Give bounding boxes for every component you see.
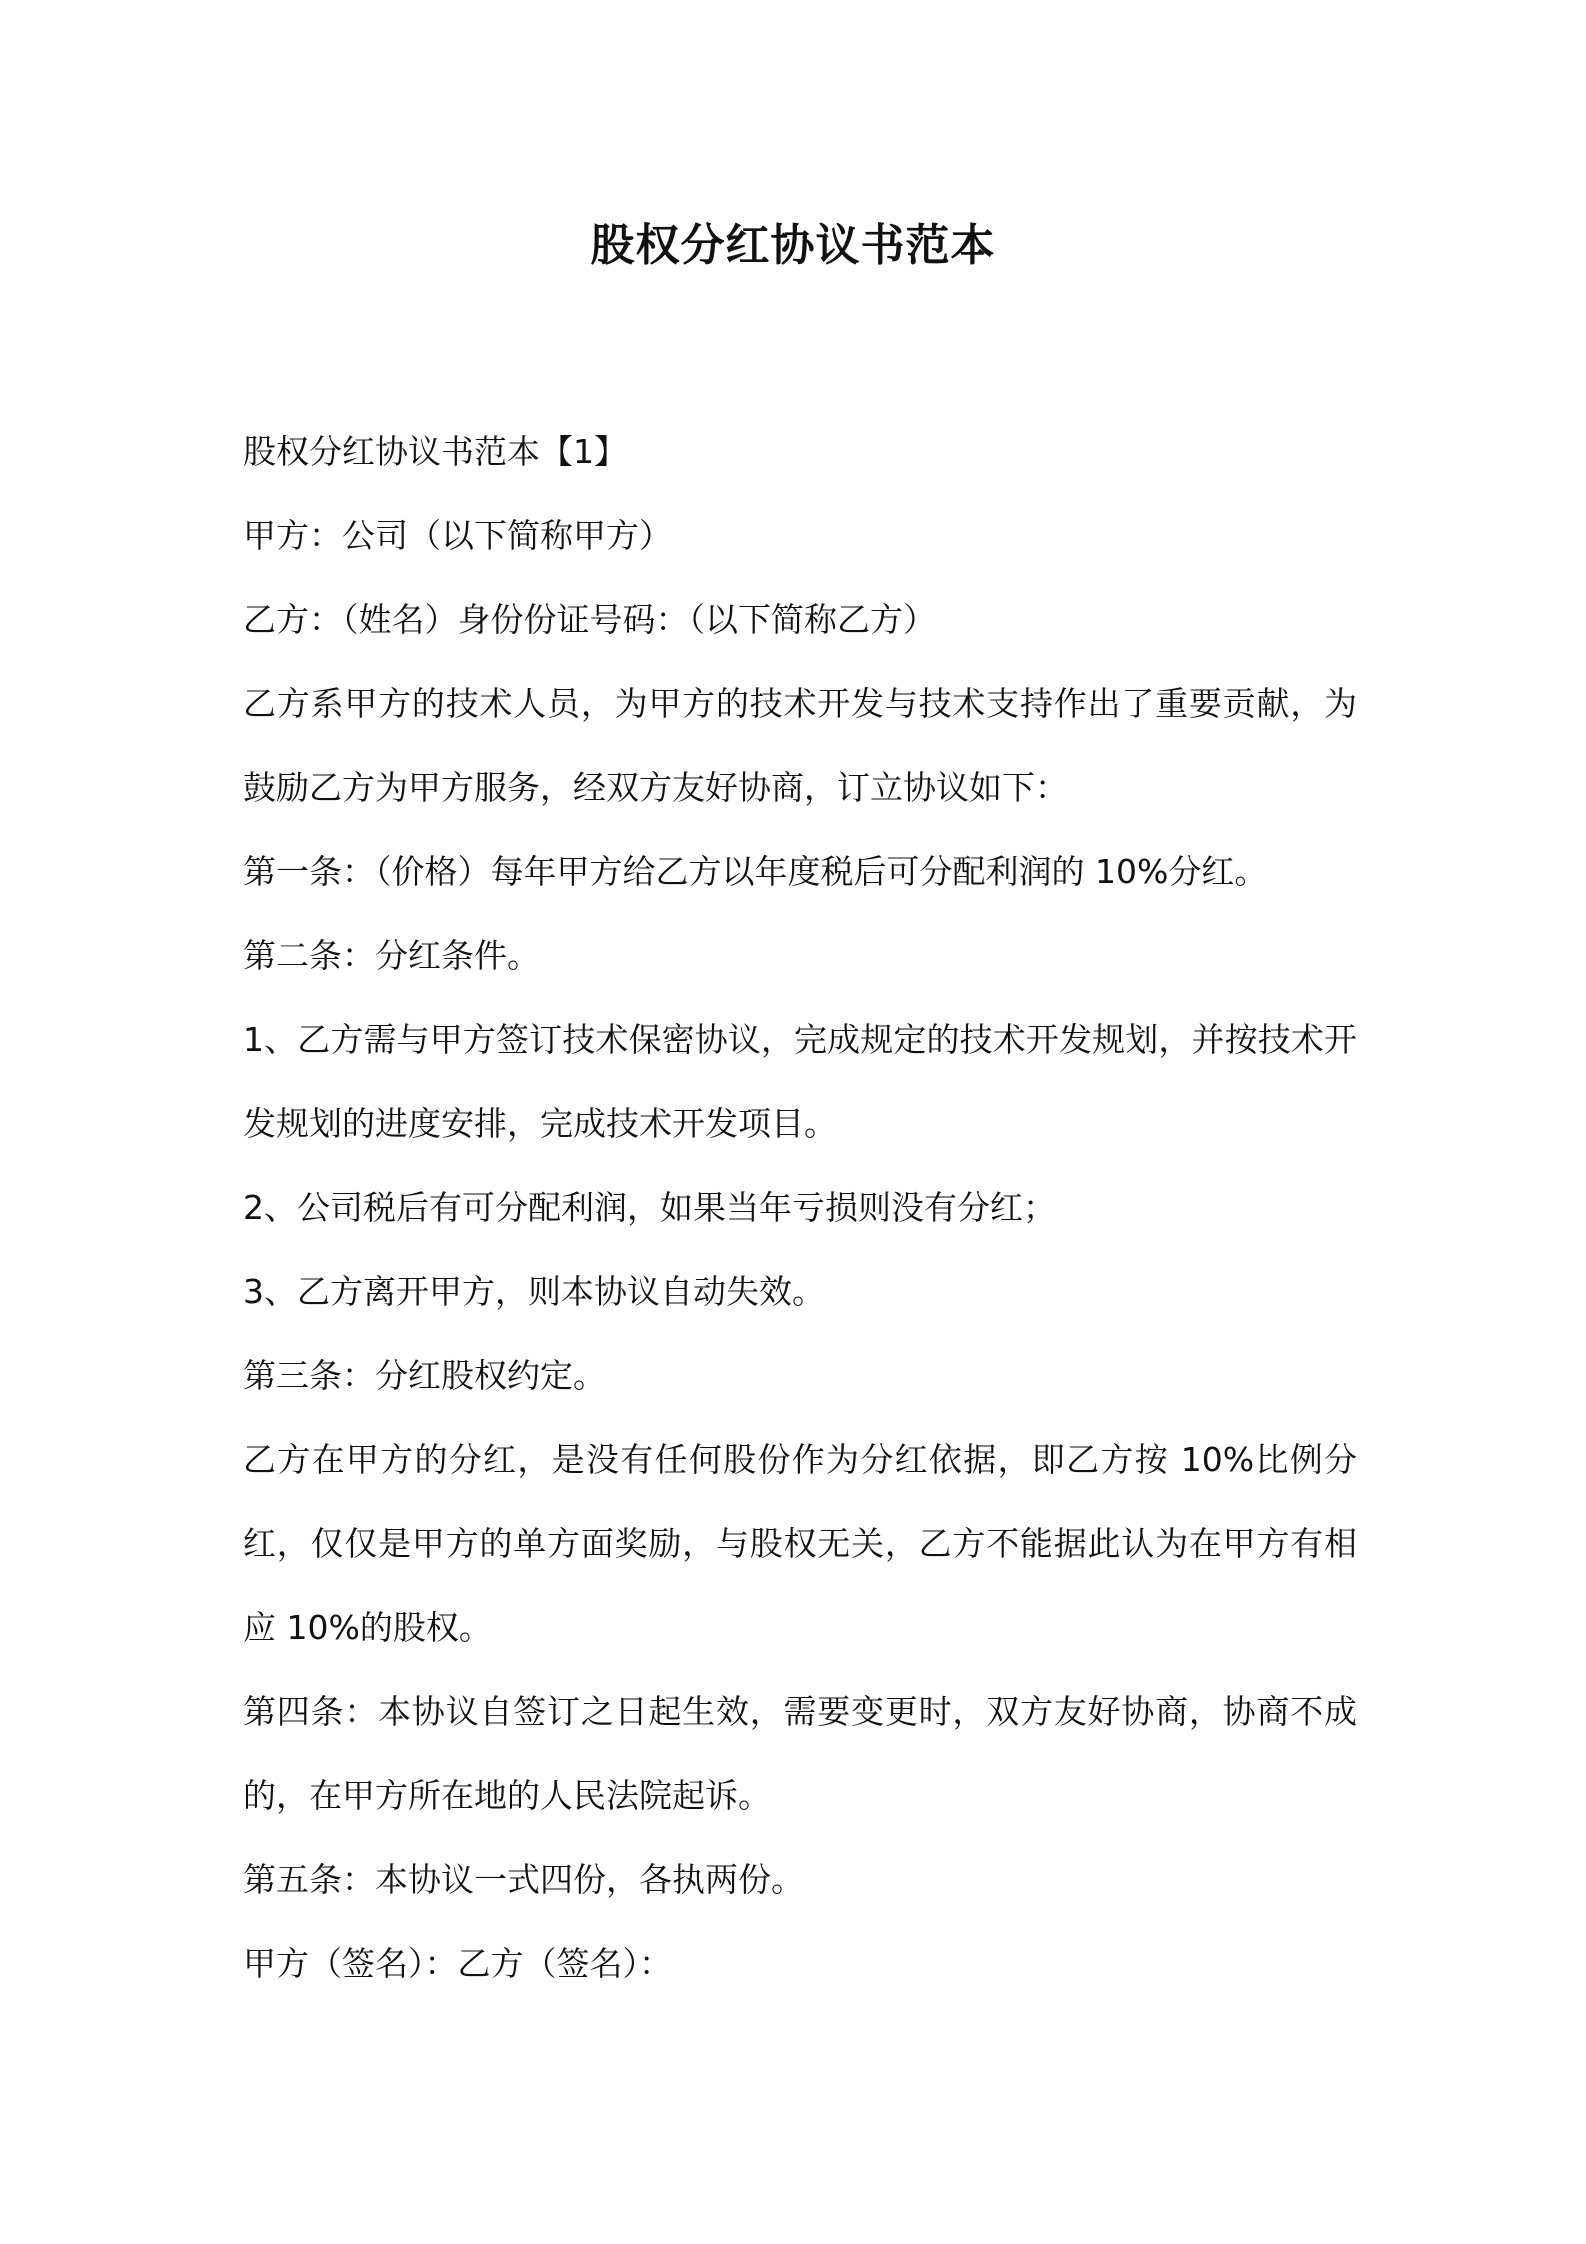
article-2: 第二条：分红条件。 [243, 936, 540, 975]
document-body [243, 410, 1357, 2006]
article-2-item-3: 3、乙方离开甲方，则本协议自动失效。 [243, 1272, 825, 1311]
article-2-item-2: 2、公司税后有可分配利润，如果当年亏损则没有分红； [243, 1188, 1056, 1227]
preamble-paragraph: 乙方系甲方的技术人员，为甲方的技术开发与技术支持作出了重要贡献，为鼓励乙方为甲方服务，经双方友好协商，订立协议如下： [243, 684, 1357, 807]
section-heading: 股权分红协议书范本【1】 [243, 432, 627, 471]
article-2-item-1: 1、乙方需与甲方签订技术保密协议，完成规定的技术开发规划，并按技术开发规划的进度安排，完成技术开发项目。 [243, 1020, 1357, 1143]
article-1: 第一条：（价格）每年甲方给乙方以年度税后可分配利润的 10%分红。 [243, 852, 1268, 891]
article-3: 第三条：分红股权约定。 [243, 1356, 606, 1395]
article-5: 第五条：本协议一式四份，各执两份。 [243, 1860, 804, 1899]
party-a-line: 甲方：公司（以下简称甲方） [243, 516, 672, 555]
article-4: 第四条：本协议自签订之日起生效，需要变更时，双方友好协商，协商不成的，在甲方所在地的人民法院起诉。 [243, 1692, 1357, 1815]
article-3-body: 乙方在甲方的分红，是没有任何股份作为分红依据，即乙方按 10%比例分红，仅仅是甲方的单方面奖励，与股权无关，乙方不能据此认为在甲方有相应 10%的股权。 [243, 1440, 1357, 1647]
party-b-line: 乙方：（姓名）身份份证号码：（以下简称乙方） [243, 600, 936, 639]
document-title: 股权分红协议书范本 [590, 220, 996, 271]
signature-line: 甲方（签名）：乙方（签名）： [243, 1944, 672, 1983]
